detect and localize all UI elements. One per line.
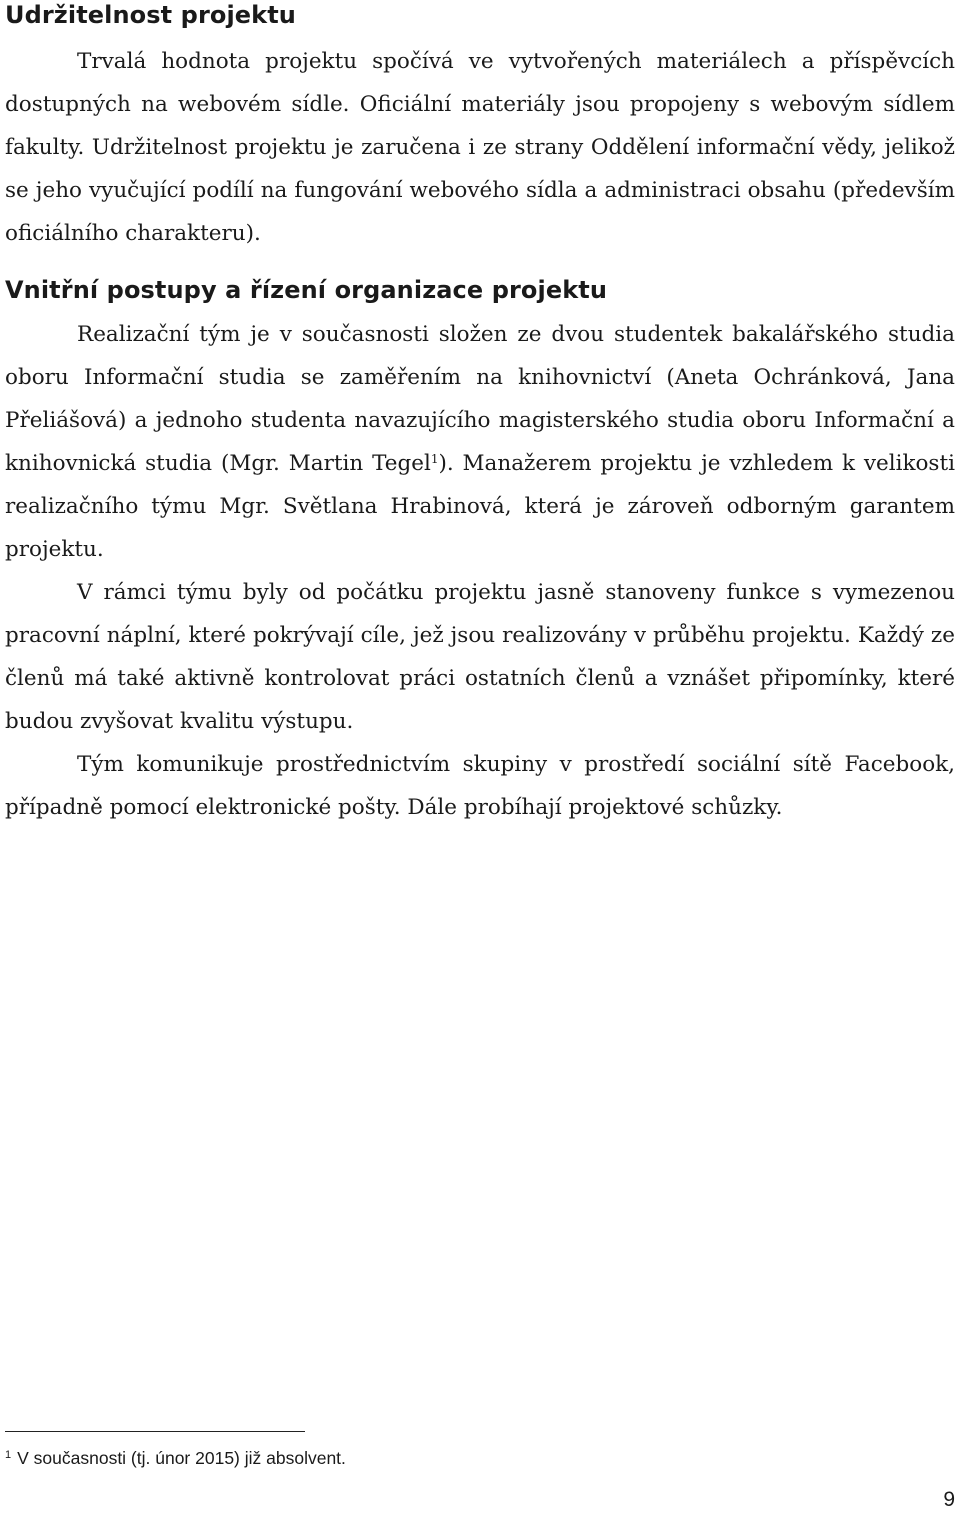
paragraph-team-composition	[5, 313, 955, 571]
section-heading-internal-procedures: Vnitřní postupy a řízení organizace projektu	[5, 276, 608, 304]
footnote-number: 1	[5, 1449, 12, 1461]
paragraph-sustainability: Trvalá hodnota projektu spočívá ve vytvořených materiálech a příspěvcích dostupných na webovém sídle. Oficiální materiály jsou propojeny s webovým sídlem fakulty. Udržitelnost projektu je zaručena i ze strany Oddělení informační vědy, jelikož se jeho vyučující podílí na fungování webového sídla a administraci obsahu (především oficiálního charakteru).	[5, 49, 955, 246]
paragraph-text-after-ref: ). Manažerem projektu je vzhledem k velikosti realizačního týmu Mgr. Světlana Hrabinová, která je zároveň odborným garantem projektu.	[5, 451, 955, 562]
footnote-text: V současnosti (tj. únor 2015) již absolvent.	[17, 1448, 346, 1468]
paragraph-team-roles: V rámci týmu byly od počátku projektu jasně stanoveny funkce s vymezenou pracovní náplní, které pokrývají cíle, jež jsou realizovány v průběhu projektu. Každý ze členů má také aktivně kontrolovat práci ostatních členů a vznášet připomínky, které budou zvyšovat kvalitu výstupu.	[5, 580, 955, 734]
footnote	[5, 1446, 346, 1470]
paragraph-communication: Tým komunikuje prostřednictvím skupiny v prostředí sociální sítě Facebook, případně pomocí elektronické pošty. Dále probíhají projektové schůzky.	[5, 752, 955, 820]
paragraph-text-before-ref: Realizační tým je v současnosti složen ze dvou studentek bakalářského studia oboru Informační studia se zaměřením na knihovnictví (Aneta Ochránková, Jana Přeliášová) a jednoho studenta navazujícího magisterského studia oboru Informační a knihovnická studia (Mgr. Martin Tegel	[5, 322, 955, 476]
footnote-reference[interactable]: 1	[430, 452, 439, 466]
page-number: 9	[943, 1488, 955, 1511]
footnote-divider	[5, 1431, 305, 1432]
section-heading-sustainability: Udržitelnost projektu	[5, 1, 296, 29]
